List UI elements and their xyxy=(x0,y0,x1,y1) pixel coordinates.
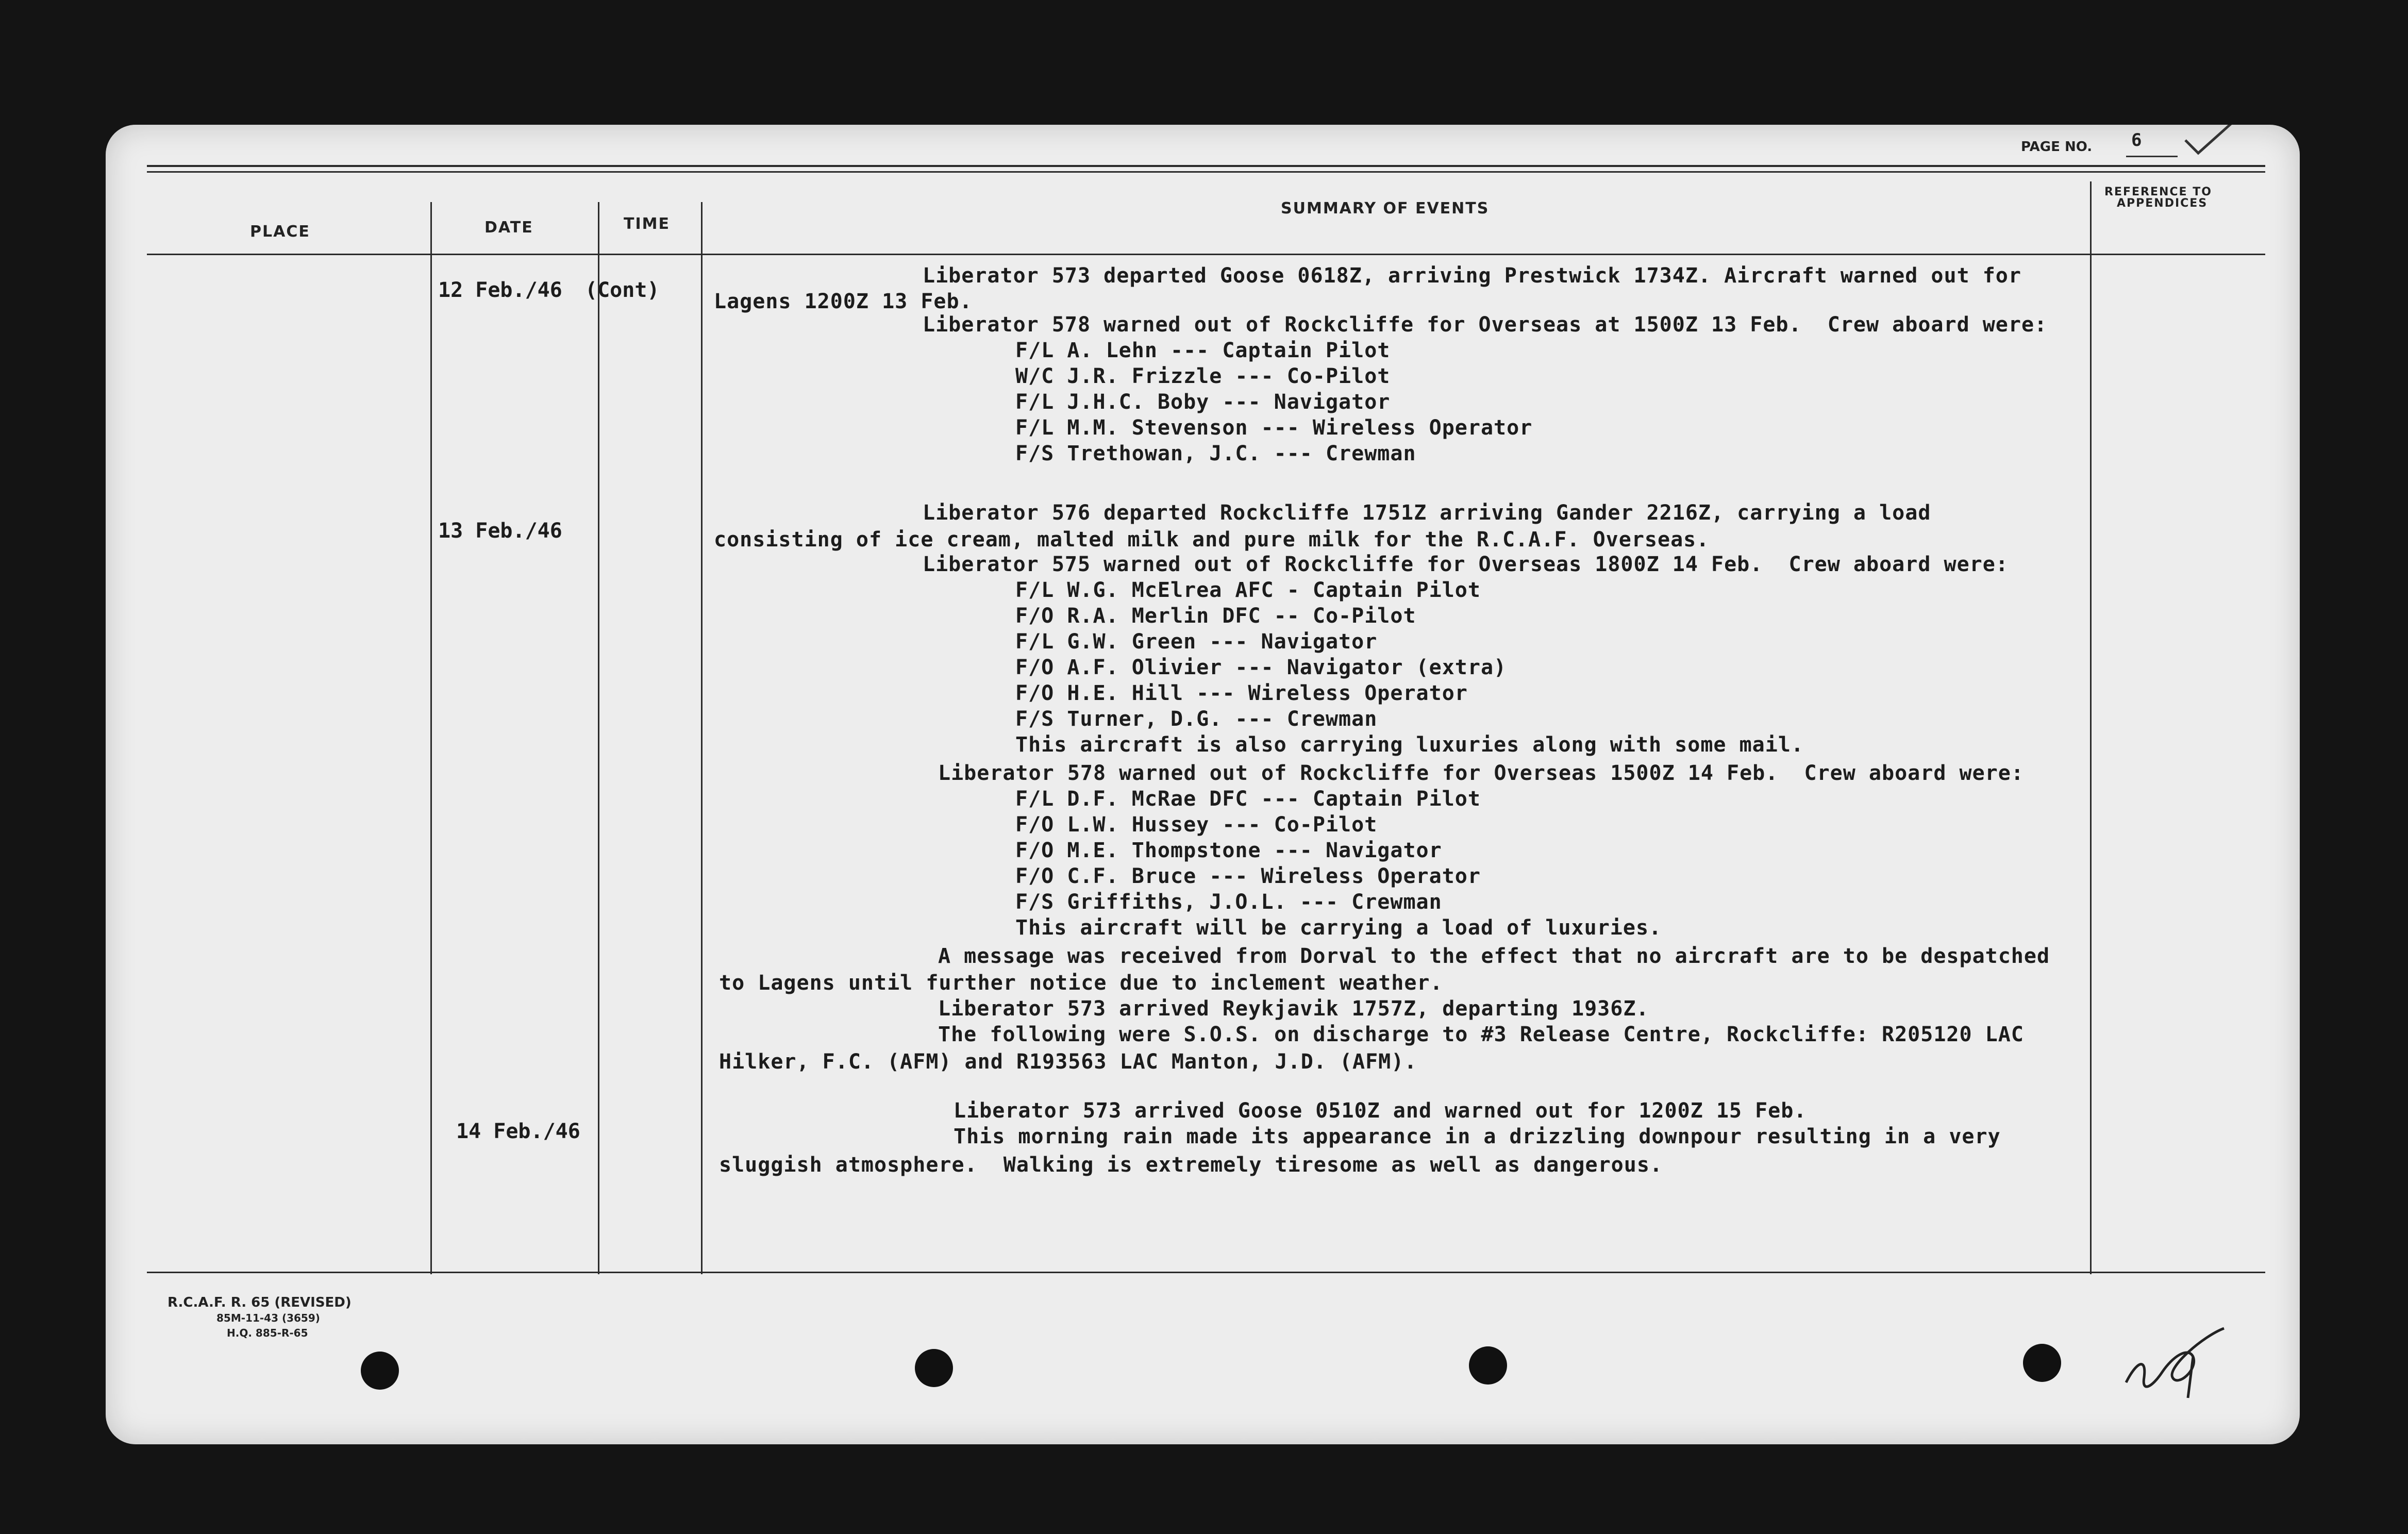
summary-line: F/O L.W. Hussey --- Co-Pilot xyxy=(1015,813,1378,837)
summary-line: to Lagens until further notice due to inclement weather. xyxy=(719,971,1443,995)
top-rule-2 xyxy=(147,171,2265,173)
summary-line: F/O R.A. Merlin DFC -- Co-Pilot xyxy=(1015,604,1416,628)
summary-line: Lagens 1200Z 13 Feb. xyxy=(714,290,973,313)
column-divider-time xyxy=(701,202,703,1274)
header-date: DATE xyxy=(484,219,533,237)
summary-line: A message was received from Dorval to the effect that no aircraft are to be despatched xyxy=(938,944,2050,968)
summary-line: Liberator 578 warned out of Rockcliffe for Overseas at 1500Z 13 Feb. Crew aboard were: xyxy=(923,313,2048,337)
form-hq-code: H.Q. 885-R-65 xyxy=(227,1327,308,1339)
header-reference-2: APPENDICES xyxy=(2117,197,2208,210)
summary-line: F/L M.M. Stevenson --- Wireless Operator xyxy=(1015,416,1533,440)
header-time: TIME xyxy=(624,215,670,233)
header-summary: SUMMARY OF EVENTS xyxy=(1281,199,1490,218)
summary-line: F/O C.F. Bruce --- Wireless Operator xyxy=(1015,864,1481,888)
summary-line: F/L W.G. McElrea AFC - Captain Pilot xyxy=(1015,578,1481,602)
bottom-rule xyxy=(147,1272,2265,1273)
entry-time: (Cont) xyxy=(585,278,660,302)
header-place: PLACE xyxy=(250,223,310,241)
summary-line: sluggish atmosphere. Walking is extremely tiresome as well as dangerous. xyxy=(719,1153,1663,1177)
page-number-label: PAGE NO. xyxy=(2021,139,2093,155)
summary-line: Liberator 573 arrived Goose 0510Z and warned out for 1200Z 15 Feb. xyxy=(954,1099,1807,1123)
column-divider-place xyxy=(430,202,432,1274)
summary-line: F/O A.F. Olivier --- Navigator (extra) xyxy=(1015,656,1507,679)
initials-signature xyxy=(2116,1326,2239,1403)
header-rule xyxy=(147,254,2265,255)
page-number: 6 xyxy=(2131,130,2142,151)
punch-hole xyxy=(915,1349,953,1387)
column-divider-summary xyxy=(2090,181,2092,1274)
summary-line: This morning rain made its appearance in a drizzling downpour resulting in a very xyxy=(954,1125,2001,1148)
checkmark-icon xyxy=(2183,125,2250,156)
summary-line: W/C J.R. Frizzle --- Co-Pilot xyxy=(1015,364,1391,388)
summary-line: F/L D.F. McRae DFC --- Captain Pilot xyxy=(1015,787,1481,811)
form-print-code: 85M-11-43 (3659) xyxy=(216,1312,320,1324)
summary-line: F/S Griffiths, J.O.L. --- Crewman xyxy=(1015,890,1442,914)
punch-hole xyxy=(1469,1346,1507,1385)
summary-line: Hilker, F.C. (AFM) and R193563 LAC Manton, J.D. (AFM). xyxy=(719,1050,1417,1074)
summary-line: F/O H.E. Hill --- Wireless Operator xyxy=(1015,681,1468,705)
summary-line: Liberator 578 warned out of Rockcliffe for Overseas 1500Z 14 Feb. Crew aboard were: xyxy=(938,761,2024,785)
form-number: R.C.A.F. R. 65 (REVISED) xyxy=(168,1295,352,1310)
top-rule xyxy=(147,165,2265,167)
column-divider-date xyxy=(598,202,599,1274)
punch-hole xyxy=(361,1352,399,1390)
summary-line: Liberator 576 departed Rockcliffe 1751Z arriving Gander 2216Z, carrying a load xyxy=(923,501,1931,525)
summary-line: F/S Trethowan, J.C. --- Crewman xyxy=(1015,442,1416,465)
summary-line: Liberator 573 departed Goose 0618Z, arriving Prestwick 1734Z. Aircraft warned out for xyxy=(923,264,2021,288)
summary-line: Liberator 573 arrived Reykjavik 1757Z, departing 1936Z. xyxy=(938,997,1649,1021)
summary-line: The following were S.O.S. on discharge to #3 Release Centre, Rockcliffe: R205120 LAC xyxy=(938,1023,2024,1046)
header-reference-1: REFERENCE TO xyxy=(2104,186,2212,198)
entry-date: 14 Feb./46 xyxy=(456,1120,580,1143)
diary-card xyxy=(106,125,2300,1444)
summary-line: Liberator 575 warned out of Rockcliffe for Overseas 1800Z 14 Feb. Crew aboard were: xyxy=(923,553,2009,576)
summary-line: This aircraft will be carrying a load of luxuries. xyxy=(1015,916,1662,940)
summary-line: F/L J.H.C. Boby --- Navigator xyxy=(1015,390,1391,414)
summary-line: F/L G.W. Green --- Navigator xyxy=(1015,630,1378,654)
punch-hole xyxy=(2023,1344,2061,1382)
page-number-underline xyxy=(2126,156,2178,157)
entry-date: 13 Feb./46 xyxy=(438,519,562,543)
summary-line: This aircraft is also carrying luxuries along with some mail. xyxy=(1015,733,1804,757)
summary-line: F/S Turner, D.G. --- Crewman xyxy=(1015,707,1378,731)
summary-line: F/L A. Lehn --- Captain Pilot xyxy=(1015,339,1391,362)
summary-line: F/O M.E. Thompstone --- Navigator xyxy=(1015,839,1442,862)
entry-date: 12 Feb./46 xyxy=(438,278,562,302)
summary-line: consisting of ice cream, malted milk and pure milk for the R.C.A.F. Overseas. xyxy=(714,528,1710,552)
